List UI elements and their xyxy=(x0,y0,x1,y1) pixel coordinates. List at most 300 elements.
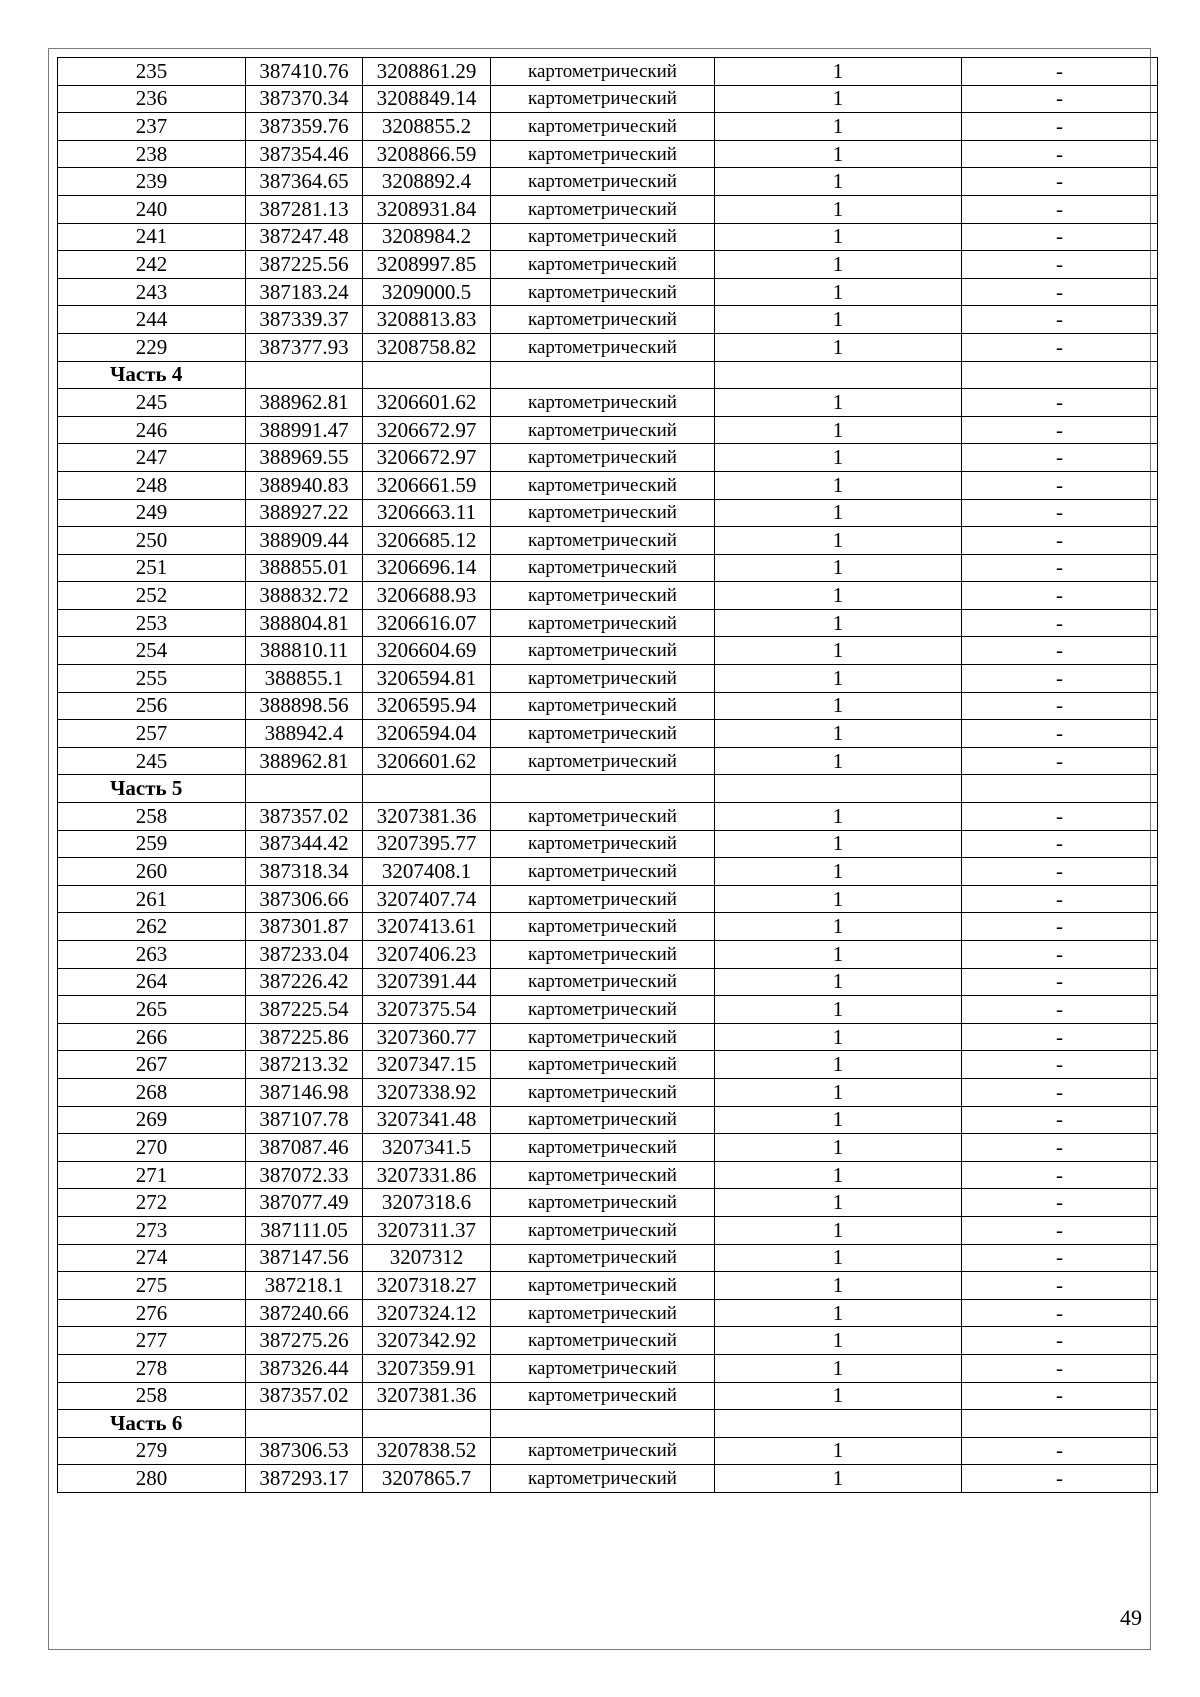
x-coordinate-cell: 387339.37 xyxy=(246,306,363,334)
accuracy-cell: 1 xyxy=(715,885,962,913)
method-cell: картометрический xyxy=(491,1299,715,1327)
note-cell: - xyxy=(962,471,1158,499)
table-row xyxy=(58,278,1158,306)
method-cell: картометрический xyxy=(491,968,715,996)
accuracy-cell: 1 xyxy=(715,830,962,858)
method-cell: картометрический xyxy=(491,1106,715,1134)
point-number-cell: 258 xyxy=(58,1382,246,1410)
method-cell: картометрический xyxy=(491,223,715,251)
part-header-row xyxy=(58,361,1158,389)
point-number-cell: 251 xyxy=(58,554,246,582)
y-coordinate-cell: 3207395.77 xyxy=(363,830,491,858)
x-coordinate-cell: 387111.05 xyxy=(246,1216,363,1244)
accuracy-cell: 1 xyxy=(715,471,962,499)
point-number-cell: 262 xyxy=(58,913,246,941)
method-cell: картометрический xyxy=(491,527,715,555)
method-cell: картометрический xyxy=(491,278,715,306)
method-cell: картометрический xyxy=(491,554,715,582)
point-number-cell: 242 xyxy=(58,251,246,279)
note-cell: - xyxy=(962,140,1158,168)
y-coordinate-cell: 3208892.4 xyxy=(363,168,491,196)
point-number-cell: 260 xyxy=(58,858,246,886)
table-row xyxy=(58,251,1158,279)
method-cell: картометрический xyxy=(491,499,715,527)
point-number-cell: 236 xyxy=(58,85,246,113)
point-number-cell: 259 xyxy=(58,830,246,858)
accuracy-cell: 1 xyxy=(715,1134,962,1162)
table-row xyxy=(58,1161,1158,1189)
note-cell: - xyxy=(962,1051,1158,1079)
x-coordinate-cell: 387301.87 xyxy=(246,913,363,941)
accuracy-cell: 1 xyxy=(715,251,962,279)
accuracy-cell: 1 xyxy=(715,858,962,886)
table-row xyxy=(58,527,1158,555)
table-row xyxy=(58,692,1158,720)
y-coordinate-cell: 3206601.62 xyxy=(363,747,491,775)
accuracy-cell: 1 xyxy=(715,1465,962,1493)
method-cell: картометрический xyxy=(491,1051,715,1079)
table-row xyxy=(58,195,1158,223)
method-cell: картометрический xyxy=(491,251,715,279)
x-coordinate-cell: 388804.81 xyxy=(246,609,363,637)
accuracy-cell: 1 xyxy=(715,1299,962,1327)
y-coordinate-cell: 3207391.44 xyxy=(363,968,491,996)
y-coordinate-cell: 3207342.92 xyxy=(363,1327,491,1355)
accuracy-cell: 1 xyxy=(715,1106,962,1134)
point-number-cell: 280 xyxy=(58,1465,246,1493)
method-cell: картометрический xyxy=(491,471,715,499)
x-coordinate-cell: 387218.1 xyxy=(246,1272,363,1300)
accuracy-cell: 1 xyxy=(715,58,962,86)
accuracy-cell: 1 xyxy=(715,665,962,693)
point-number-cell: 269 xyxy=(58,1106,246,1134)
note-cell: - xyxy=(962,1106,1158,1134)
point-number-cell: 278 xyxy=(58,1354,246,1382)
accuracy-cell: 1 xyxy=(715,168,962,196)
accuracy-cell: 1 xyxy=(715,941,962,969)
method-cell: картометрический xyxy=(491,168,715,196)
note-cell: - xyxy=(962,747,1158,775)
table-row xyxy=(58,720,1158,748)
table-row xyxy=(58,113,1158,141)
x-coordinate-cell: 387183.24 xyxy=(246,278,363,306)
y-coordinate-cell: 3206616.07 xyxy=(363,609,491,637)
x-coordinate-cell: 387147.56 xyxy=(246,1244,363,1272)
note-cell: - xyxy=(962,195,1158,223)
method-cell: картометрический xyxy=(491,140,715,168)
note-cell: - xyxy=(962,389,1158,417)
point-number-cell: 241 xyxy=(58,223,246,251)
empty-cell xyxy=(962,775,1158,803)
note-cell: - xyxy=(962,1161,1158,1189)
point-number-cell: 279 xyxy=(58,1437,246,1465)
method-cell: картометрический xyxy=(491,85,715,113)
table-row xyxy=(58,471,1158,499)
y-coordinate-cell: 3206688.93 xyxy=(363,582,491,610)
table-row xyxy=(58,665,1158,693)
empty-cell xyxy=(491,361,715,389)
y-coordinate-cell: 3207318.27 xyxy=(363,1272,491,1300)
method-cell: картометрический xyxy=(491,1189,715,1217)
method-cell: картометрический xyxy=(491,747,715,775)
point-number-cell: 238 xyxy=(58,140,246,168)
point-number-cell: 246 xyxy=(58,416,246,444)
accuracy-cell: 1 xyxy=(715,968,962,996)
method-cell: картометрический xyxy=(491,1382,715,1410)
method-cell: картометрический xyxy=(491,389,715,417)
accuracy-cell: 1 xyxy=(715,527,962,555)
x-coordinate-cell: 387306.66 xyxy=(246,885,363,913)
table-row xyxy=(58,58,1158,86)
point-number-cell: 247 xyxy=(58,444,246,472)
x-coordinate-cell: 388962.81 xyxy=(246,747,363,775)
accuracy-cell: 1 xyxy=(715,140,962,168)
empty-cell xyxy=(363,1410,491,1438)
table-row xyxy=(58,333,1158,361)
note-cell: - xyxy=(962,1244,1158,1272)
point-number-cell: 253 xyxy=(58,609,246,637)
table-row xyxy=(58,582,1158,610)
note-cell: - xyxy=(962,1078,1158,1106)
point-number-cell: 261 xyxy=(58,885,246,913)
accuracy-cell: 1 xyxy=(715,1051,962,1079)
y-coordinate-cell: 3206604.69 xyxy=(363,637,491,665)
point-number-cell: 239 xyxy=(58,168,246,196)
note-cell: - xyxy=(962,996,1158,1024)
empty-cell xyxy=(363,775,491,803)
y-coordinate-cell: 3207341.48 xyxy=(363,1106,491,1134)
method-cell: картометрический xyxy=(491,1023,715,1051)
x-coordinate-cell: 387293.17 xyxy=(246,1465,363,1493)
method-cell: картометрический xyxy=(491,637,715,665)
accuracy-cell: 1 xyxy=(715,720,962,748)
note-cell: - xyxy=(962,58,1158,86)
accuracy-cell: 1 xyxy=(715,416,962,444)
note-cell: - xyxy=(962,85,1158,113)
x-coordinate-cell: 387247.48 xyxy=(246,223,363,251)
table-row xyxy=(58,1106,1158,1134)
y-coordinate-cell: 3206594.04 xyxy=(363,720,491,748)
y-coordinate-cell: 3206685.12 xyxy=(363,527,491,555)
y-coordinate-cell: 3207381.36 xyxy=(363,803,491,831)
accuracy-cell: 1 xyxy=(715,333,962,361)
accuracy-cell: 1 xyxy=(715,1216,962,1244)
note-cell: - xyxy=(962,416,1158,444)
accuracy-cell: 1 xyxy=(715,444,962,472)
part-label: Часть 4 xyxy=(58,361,246,389)
table-row xyxy=(58,637,1158,665)
x-coordinate-cell: 387225.56 xyxy=(246,251,363,279)
accuracy-cell: 1 xyxy=(715,223,962,251)
accuracy-cell: 1 xyxy=(715,609,962,637)
note-cell: - xyxy=(962,968,1158,996)
table-row xyxy=(58,885,1158,913)
note-cell: - xyxy=(962,1134,1158,1162)
y-coordinate-cell: 3207347.15 xyxy=(363,1051,491,1079)
x-coordinate-cell: 387281.13 xyxy=(246,195,363,223)
point-number-cell: 276 xyxy=(58,1299,246,1327)
x-coordinate-cell: 388898.56 xyxy=(246,692,363,720)
note-cell: - xyxy=(962,885,1158,913)
table-row xyxy=(58,389,1158,417)
y-coordinate-cell: 3206661.59 xyxy=(363,471,491,499)
y-coordinate-cell: 3208861.29 xyxy=(363,58,491,86)
table-row xyxy=(58,1272,1158,1300)
point-number-cell: 229 xyxy=(58,333,246,361)
y-coordinate-cell: 3207838.52 xyxy=(363,1437,491,1465)
x-coordinate-cell: 388855.1 xyxy=(246,665,363,693)
note-cell: - xyxy=(962,637,1158,665)
note-cell: - xyxy=(962,858,1158,886)
y-coordinate-cell: 3208855.2 xyxy=(363,113,491,141)
empty-cell xyxy=(246,1410,363,1438)
point-number-cell: 268 xyxy=(58,1078,246,1106)
table-row xyxy=(58,803,1158,831)
y-coordinate-cell: 3206696.14 xyxy=(363,554,491,582)
x-coordinate-cell: 387364.65 xyxy=(246,168,363,196)
empty-cell xyxy=(715,361,962,389)
accuracy-cell: 1 xyxy=(715,1272,962,1300)
x-coordinate-cell: 388942.4 xyxy=(246,720,363,748)
method-cell: картометрический xyxy=(491,830,715,858)
note-cell: - xyxy=(962,609,1158,637)
table-row xyxy=(58,554,1158,582)
empty-cell xyxy=(246,775,363,803)
method-cell: картометрический xyxy=(491,416,715,444)
point-number-cell: 257 xyxy=(58,720,246,748)
point-number-cell: 266 xyxy=(58,1023,246,1051)
x-coordinate-cell: 388909.44 xyxy=(246,527,363,555)
accuracy-cell: 1 xyxy=(715,1023,962,1051)
empty-cell xyxy=(246,361,363,389)
note-cell: - xyxy=(962,692,1158,720)
note-cell: - xyxy=(962,113,1158,141)
empty-cell xyxy=(962,1410,1158,1438)
table-row xyxy=(58,168,1158,196)
x-coordinate-cell: 387107.78 xyxy=(246,1106,363,1134)
accuracy-cell: 1 xyxy=(715,278,962,306)
method-cell: картометрический xyxy=(491,609,715,637)
method-cell: картометрический xyxy=(491,1078,715,1106)
note-cell: - xyxy=(962,499,1158,527)
table-row xyxy=(58,1354,1158,1382)
table-row xyxy=(58,747,1158,775)
table-row xyxy=(58,223,1158,251)
note-cell: - xyxy=(962,1216,1158,1244)
point-number-cell: 252 xyxy=(58,582,246,610)
method-cell: картометрический xyxy=(491,692,715,720)
note-cell: - xyxy=(962,1437,1158,1465)
table-row xyxy=(58,306,1158,334)
point-number-cell: 244 xyxy=(58,306,246,334)
y-coordinate-cell: 3208849.14 xyxy=(363,85,491,113)
accuracy-cell: 1 xyxy=(715,113,962,141)
note-cell: - xyxy=(962,251,1158,279)
point-number-cell: 272 xyxy=(58,1189,246,1217)
y-coordinate-cell: 3207360.77 xyxy=(363,1023,491,1051)
table-row xyxy=(58,1216,1158,1244)
method-cell: картометрический xyxy=(491,582,715,610)
table-row xyxy=(58,1382,1158,1410)
y-coordinate-cell: 3207312 xyxy=(363,1244,491,1272)
x-coordinate-cell: 388810.11 xyxy=(246,637,363,665)
table-row xyxy=(58,1189,1158,1217)
y-coordinate-cell: 3206595.94 xyxy=(363,692,491,720)
accuracy-cell: 1 xyxy=(715,692,962,720)
y-coordinate-cell: 3207408.1 xyxy=(363,858,491,886)
note-cell: - xyxy=(962,1382,1158,1410)
table-row xyxy=(58,1437,1158,1465)
y-coordinate-cell: 3207338.92 xyxy=(363,1078,491,1106)
accuracy-cell: 1 xyxy=(715,1161,962,1189)
point-number-cell: 267 xyxy=(58,1051,246,1079)
x-coordinate-cell: 388991.47 xyxy=(246,416,363,444)
y-coordinate-cell: 3207331.86 xyxy=(363,1161,491,1189)
part-label: Часть 6 xyxy=(58,1410,246,1438)
table-row xyxy=(58,1078,1158,1106)
note-cell: - xyxy=(962,1189,1158,1217)
method-cell: картометрический xyxy=(491,720,715,748)
accuracy-cell: 1 xyxy=(715,996,962,1024)
note-cell: - xyxy=(962,720,1158,748)
method-cell: картометрический xyxy=(491,1437,715,1465)
x-coordinate-cell: 387072.33 xyxy=(246,1161,363,1189)
table-row xyxy=(58,609,1158,637)
accuracy-cell: 1 xyxy=(715,1437,962,1465)
table-row xyxy=(58,416,1158,444)
note-cell: - xyxy=(962,941,1158,969)
point-number-cell: 265 xyxy=(58,996,246,1024)
note-cell: - xyxy=(962,1465,1158,1493)
note-cell: - xyxy=(962,168,1158,196)
note-cell: - xyxy=(962,1272,1158,1300)
x-coordinate-cell: 388855.01 xyxy=(246,554,363,582)
point-number-cell: 248 xyxy=(58,471,246,499)
part-label: Часть 5 xyxy=(58,775,246,803)
table-row xyxy=(58,1299,1158,1327)
point-number-cell: 258 xyxy=(58,803,246,831)
note-cell: - xyxy=(962,444,1158,472)
note-cell: - xyxy=(962,1299,1158,1327)
point-number-cell: 237 xyxy=(58,113,246,141)
accuracy-cell: 1 xyxy=(715,554,962,582)
y-coordinate-cell: 3208931.84 xyxy=(363,195,491,223)
table-row xyxy=(58,85,1158,113)
method-cell: картометрический xyxy=(491,1354,715,1382)
y-coordinate-cell: 3208758.82 xyxy=(363,333,491,361)
y-coordinate-cell: 3207318.6 xyxy=(363,1189,491,1217)
x-coordinate-cell: 387410.76 xyxy=(246,58,363,86)
point-number-cell: 235 xyxy=(58,58,246,86)
table-row xyxy=(58,858,1158,886)
y-coordinate-cell: 3207406.23 xyxy=(363,941,491,969)
accuracy-cell: 1 xyxy=(715,1354,962,1382)
note-cell: - xyxy=(962,527,1158,555)
x-coordinate-cell: 388927.22 xyxy=(246,499,363,527)
method-cell: картометрический xyxy=(491,306,715,334)
accuracy-cell: 1 xyxy=(715,803,962,831)
note-cell: - xyxy=(962,333,1158,361)
y-coordinate-cell: 3207324.12 xyxy=(363,1299,491,1327)
accuracy-cell: 1 xyxy=(715,747,962,775)
y-coordinate-cell: 3207865.7 xyxy=(363,1465,491,1493)
empty-cell xyxy=(715,775,962,803)
method-cell: картометрический xyxy=(491,1161,715,1189)
point-number-cell: 254 xyxy=(58,637,246,665)
y-coordinate-cell: 3208997.85 xyxy=(363,251,491,279)
empty-cell xyxy=(363,361,491,389)
table-row xyxy=(58,1051,1158,1079)
accuracy-cell: 1 xyxy=(715,389,962,417)
x-coordinate-cell: 387354.46 xyxy=(246,140,363,168)
accuracy-cell: 1 xyxy=(715,913,962,941)
y-coordinate-cell: 3207381.36 xyxy=(363,1382,491,1410)
accuracy-cell: 1 xyxy=(715,1244,962,1272)
y-coordinate-cell: 3206663.11 xyxy=(363,499,491,527)
x-coordinate-cell: 387326.44 xyxy=(246,1354,363,1382)
method-cell: картометрический xyxy=(491,444,715,472)
method-cell: картометрический xyxy=(491,195,715,223)
accuracy-cell: 1 xyxy=(715,85,962,113)
y-coordinate-cell: 3207311.37 xyxy=(363,1216,491,1244)
x-coordinate-cell: 387357.02 xyxy=(246,1382,363,1410)
note-cell: - xyxy=(962,554,1158,582)
table-row xyxy=(58,941,1158,969)
y-coordinate-cell: 3209000.5 xyxy=(363,278,491,306)
method-cell: картометрический xyxy=(491,1216,715,1244)
note-cell: - xyxy=(962,803,1158,831)
table-row xyxy=(58,1327,1158,1355)
table-row xyxy=(58,968,1158,996)
x-coordinate-cell: 387357.02 xyxy=(246,803,363,831)
y-coordinate-cell: 3206601.62 xyxy=(363,389,491,417)
point-number-cell: 245 xyxy=(58,747,246,775)
point-number-cell: 245 xyxy=(58,389,246,417)
x-coordinate-cell: 388832.72 xyxy=(246,582,363,610)
method-cell: картометрический xyxy=(491,858,715,886)
x-coordinate-cell: 388940.83 xyxy=(246,471,363,499)
note-cell: - xyxy=(962,913,1158,941)
x-coordinate-cell: 387318.34 xyxy=(246,858,363,886)
point-number-cell: 275 xyxy=(58,1272,246,1300)
x-coordinate-cell: 387226.42 xyxy=(246,968,363,996)
table-row xyxy=(58,1134,1158,1162)
coordinates-table xyxy=(57,57,1158,1493)
note-cell: - xyxy=(962,278,1158,306)
point-number-cell: 271 xyxy=(58,1161,246,1189)
y-coordinate-cell: 3207359.91 xyxy=(363,1354,491,1382)
point-number-cell: 273 xyxy=(58,1216,246,1244)
empty-cell xyxy=(962,361,1158,389)
table-row xyxy=(58,830,1158,858)
point-number-cell: 256 xyxy=(58,692,246,720)
note-cell: - xyxy=(962,1023,1158,1051)
x-coordinate-cell: 387359.76 xyxy=(246,113,363,141)
y-coordinate-cell: 3207375.54 xyxy=(363,996,491,1024)
table-row xyxy=(58,499,1158,527)
table-row xyxy=(58,444,1158,472)
x-coordinate-cell: 387087.46 xyxy=(246,1134,363,1162)
table-row xyxy=(58,1244,1158,1272)
method-cell: картометрический xyxy=(491,1244,715,1272)
method-cell: картометрический xyxy=(491,996,715,1024)
accuracy-cell: 1 xyxy=(715,637,962,665)
part-header-row xyxy=(58,775,1158,803)
empty-cell xyxy=(715,1410,962,1438)
y-coordinate-cell: 3206672.97 xyxy=(363,444,491,472)
point-number-cell: 277 xyxy=(58,1327,246,1355)
method-cell: картометрический xyxy=(491,803,715,831)
